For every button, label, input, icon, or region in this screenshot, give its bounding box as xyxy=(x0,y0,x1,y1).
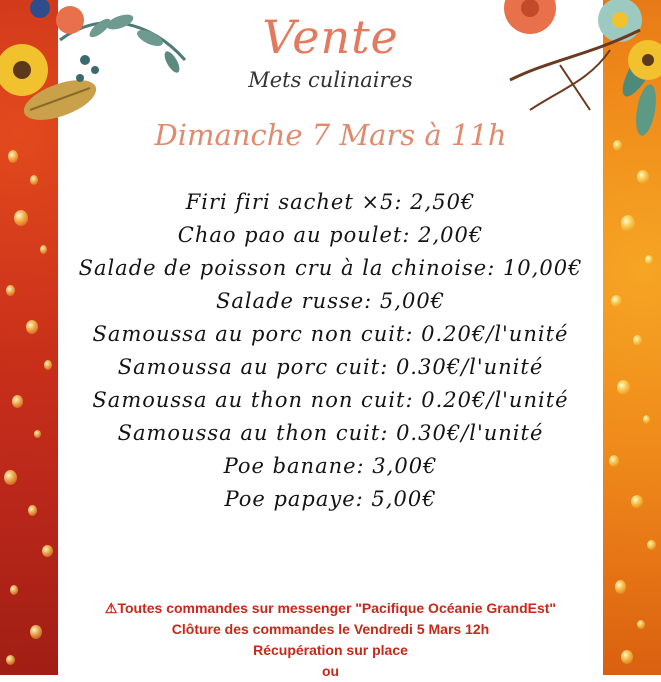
order-notice xyxy=(58,598,603,682)
menu-item: Salade de poisson cru à la chinoise: 10,00€ xyxy=(78,256,583,280)
menu-item: Samoussa au thon non cuit: 0.20€/l'unité xyxy=(92,388,569,412)
page-subtitle: Mets culinaires xyxy=(248,68,413,92)
notice-deadline-line: Clôture des commandes le Vendredi 5 Mars 12h xyxy=(171,621,490,637)
menu-item: Samoussa au porc non cuit: 0.20€/l'unité xyxy=(92,322,569,346)
menu-item: Firi firi sachet ×5: 2,50€ xyxy=(185,190,476,214)
notice-or-line: ou xyxy=(321,663,340,679)
menu-item: Poe papaye: 5,00€ xyxy=(224,487,437,511)
menu-item: Poe banane: 3,00€ xyxy=(223,454,438,478)
notice-messenger-line: ⚠Toutes commandes sur messenger "Pacifique Océanie GrandEst" xyxy=(104,600,557,616)
event-date: Dimanche 7 Mars à 11h xyxy=(154,118,507,152)
menu-list xyxy=(58,186,603,516)
menu-item: Samoussa au thon cuit: 0.30€/l'unité xyxy=(117,421,544,445)
page-title: Vente xyxy=(262,10,399,64)
menu-item: Salade russe: 5,00€ xyxy=(215,289,446,313)
menu-item: Samoussa au porc cuit: 0.30€/l'unité xyxy=(117,355,544,379)
notice-pickup-line: Récupération sur place xyxy=(253,642,408,658)
menu-item: Chao pao au poulet: 2,00€ xyxy=(177,223,484,247)
